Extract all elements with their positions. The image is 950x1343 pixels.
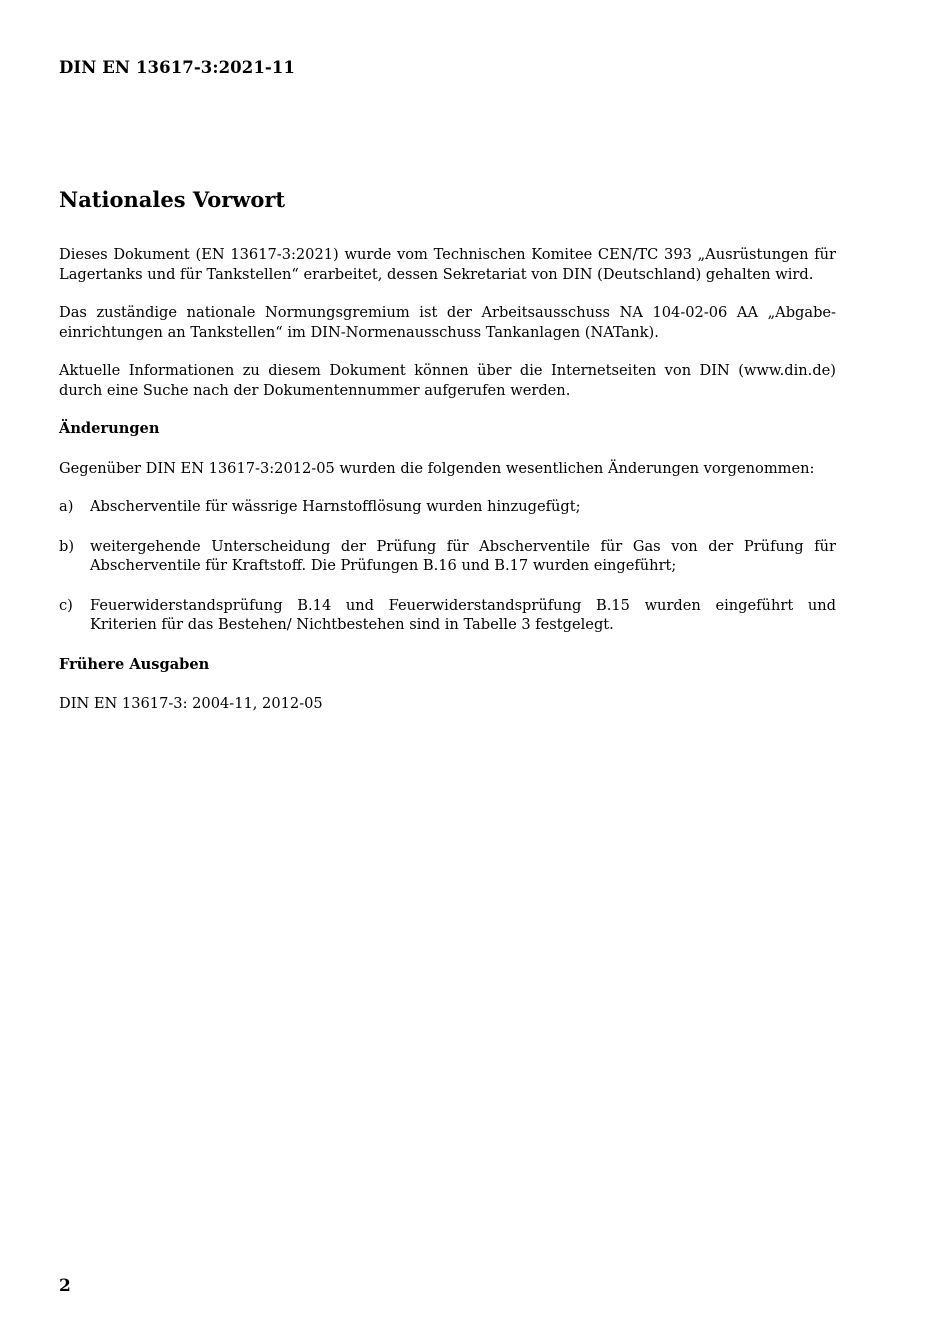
- list-item-label: c): [59, 596, 73, 614]
- list-item-label: b): [59, 537, 75, 555]
- document-content: [59, 186, 836, 733]
- paragraph-national-body: Das zuständige nationale Normungsgremium ist der Arbeitsausschuss NA 104-02-06 AA „Abgabe-einrichtungen an Tankstellen“ im DIN-Normenausschuss Tankanlagen (NATank).: [59, 304, 836, 341]
- list-item-text: weitergehende Unterscheidung der Prüfung für Abscherventile für Gas von der Prüfung für Abscherventile für Kraftstoff. Die Prüfungen B.16 und B.17 wurden eingeführt;: [90, 537, 836, 574]
- page-number: 2: [59, 1276, 71, 1296]
- changes-heading: Änderungen: [59, 420, 160, 437]
- list-item-label: a): [59, 498, 74, 515]
- document-header: DIN EN 13617-3:2021-11: [59, 58, 296, 77]
- paragraph-information: Aktuelle Informationen zu diesem Dokument können über die Internetseiten von DIN (www.din.de) durch eine Suche nach der Dokumentennummer aufgerufen werden.: [59, 362, 836, 399]
- previous-editions-heading: Frühere Ausgaben: [59, 655, 210, 673]
- previous-editions-text: DIN EN 13617-3: 2004-11, 2012-05: [59, 695, 323, 712]
- list-item: [59, 497, 836, 517]
- list-item-text: Feuerwiderstandsprüfung B.14 und Feuerwiderstandsprüfung B.15 wurden eingeführt und Kriterien für das Bestehen/ Nichtbestehen sind in Tabelle 3 festgelegt.: [90, 596, 836, 633]
- section-title: Nationales Vorwort: [59, 187, 286, 212]
- list-item: [59, 596, 836, 635]
- list-item-text: Abscherventile für wässrige Harnstofflösung wurden hinzugefügt;: [90, 498, 581, 515]
- paragraph-committee: Dieses Dokument (EN 13617-3:2021) wurde vom Technischen Komitee CEN/TC 393 „Ausrüstungen für Lagertanks und für Tankstellen“ erarbeitet, dessen Sekretariat von DIN (Deutschland) gehalten wird.: [59, 246, 836, 283]
- list-item: [59, 537, 836, 576]
- changes-intro: Gegenüber DIN EN 13617-3:2012-05 wurden die folgenden wesentlichen Änderungen vorgenommen:: [59, 459, 815, 477]
- changes-list: [59, 497, 836, 635]
